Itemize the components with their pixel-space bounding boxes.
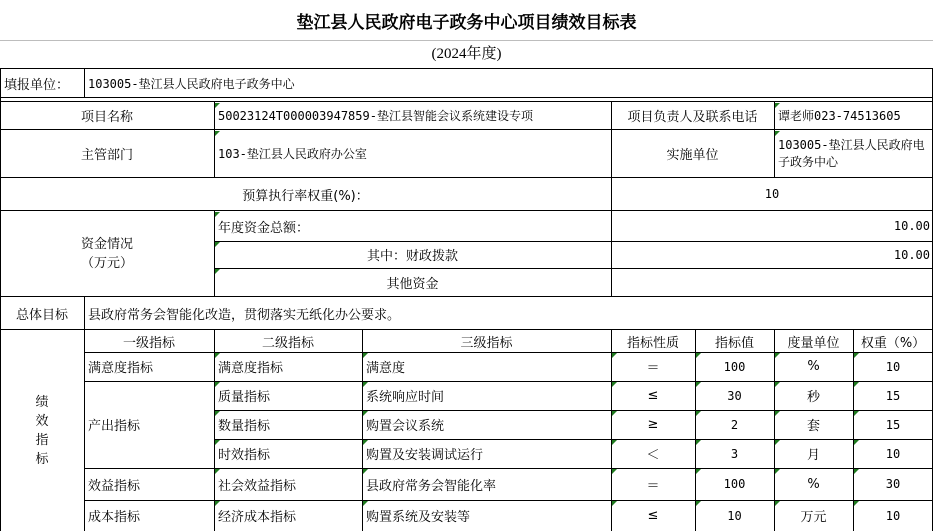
row-weight[interactable]: 10 [853, 439, 933, 468]
project-name-value[interactable]: 50023124T000003947859-垫江县智能会议系统建设专项 [214, 102, 611, 129]
row-weight[interactable]: 10 [853, 352, 933, 381]
row-l2[interactable]: 经济成本指标 [214, 500, 362, 531]
grid-line [0, 210, 933, 211]
dept-label: 主管部门 [80, 148, 133, 163]
grid-line [0, 68, 933, 69]
row-weight[interactable]: 10 [853, 500, 933, 531]
project-name-label: 项目名称 [80, 110, 133, 125]
row-nature[interactable]: ≥ [611, 410, 695, 439]
funds-label-line1: 资金情况 [80, 236, 133, 252]
row-l2[interactable]: 满意度指标 [214, 352, 362, 381]
goal-value[interactable]: 县政府常务会智能化改造，贯彻落实无纸化办公要求。 [88, 307, 401, 323]
row-unit[interactable]: % [774, 352, 853, 381]
grid-line [0, 177, 933, 178]
header-level3: 三级指标 [460, 335, 513, 351]
row-unit[interactable]: 万元 [774, 500, 853, 531]
grid-line [611, 101, 612, 297]
row-unit[interactable]: 秒 [774, 381, 853, 410]
perf-char: 绩 [35, 394, 49, 410]
funds-label [0, 211, 214, 296]
grid-line [611, 329, 612, 531]
row-unit[interactable]: 月 [774, 439, 853, 468]
row-nature[interactable]: ＜ [611, 439, 695, 468]
row-l3[interactable]: 购置及安装调试运行 [362, 439, 611, 468]
row-nature[interactable]: ≤ [611, 500, 695, 531]
row-l3[interactable]: 购置系统及安装等 [362, 500, 611, 531]
contact-label: 项目负责人及联系电话 [627, 110, 758, 125]
grid-line [0, 129, 933, 130]
level1-output: 产出指标 [88, 419, 141, 434]
header-weight: 权重（%） [860, 335, 926, 351]
row-nature[interactable]: ≤ [611, 381, 695, 410]
grid-line [0, 97, 933, 98]
grid-line [214, 439, 933, 440]
row-l2[interactable]: 质量指标 [214, 381, 362, 410]
row-weight[interactable]: 30 [853, 468, 933, 500]
perf-char: 效 [35, 413, 49, 429]
grid-line [84, 352, 933, 353]
row-l3[interactable]: 系统响应时间 [362, 381, 611, 410]
funds-fiscal-value[interactable]: 10.00 [893, 247, 930, 262]
header-nature: 指标性质 [626, 335, 679, 351]
header-level2: 二级指标 [261, 335, 314, 351]
row-l3[interactable]: 满意度 [362, 352, 611, 381]
grid-line [362, 329, 363, 531]
row-l3[interactable]: 购置会议系统 [362, 410, 611, 439]
row-value[interactable]: 10 [695, 500, 774, 531]
budget-weight-value[interactable]: 10 [764, 187, 780, 201]
row-l3[interactable]: 县政府常务会智能化率 [362, 468, 611, 500]
header-unit: 度量单位 [787, 335, 840, 351]
grid-line [84, 381, 933, 382]
level1-benefit: 效益指标 [88, 478, 141, 494]
perf-char: 标 [35, 451, 49, 467]
funds-label-line2: （万元） [80, 255, 133, 271]
unit-value[interactable]: 103005-垫江县人民政府电子政务中心 [88, 76, 295, 91]
grid-line [84, 68, 85, 97]
row-unit[interactable]: 套 [774, 410, 853, 439]
page-title: 垫江县人民政府电子政务中心项目绩效目标表 [0, 0, 933, 41]
row-weight[interactable]: 15 [853, 410, 933, 439]
budget-weight-label: 预算执行率权重(%)： [242, 188, 369, 204]
row-l2[interactable]: 社会效益指标 [214, 468, 362, 500]
grid-line [0, 101, 933, 102]
funds-total-label: 年度资金总额： [214, 211, 611, 241]
grid-line [0, 296, 933, 297]
grid-line [695, 329, 696, 531]
grid-line [214, 210, 215, 296]
grid-line [84, 500, 933, 501]
grid-line [0, 329, 933, 330]
row-nature[interactable]: ＝ [611, 352, 695, 381]
grid-line [214, 101, 215, 177]
year-label: (2024年度) [431, 46, 502, 62]
row-value[interactable]: 100 [695, 468, 774, 500]
grid-line [84, 468, 933, 469]
row-value[interactable]: 30 [695, 381, 774, 410]
grid-line [84, 296, 85, 531]
goal-label: 总体目标 [15, 307, 68, 323]
row-unit[interactable]: % [774, 468, 853, 500]
impl-value[interactable]: 103005-垫江县人民政府电子政务中心 [774, 130, 933, 177]
dept-value[interactable]: 103-垫江县人民政府办公室 [214, 130, 611, 177]
funds-fiscal-label: 其中：财政拨款 [214, 241, 611, 268]
grid-line [774, 329, 775, 531]
perf-label [0, 330, 84, 531]
header-level1: 一级指标 [122, 335, 175, 351]
grid-line [214, 329, 215, 531]
grid-line [774, 101, 775, 177]
row-l2[interactable]: 时效指标 [214, 439, 362, 468]
impl-label: 实施单位 [666, 148, 719, 163]
row-nature[interactable]: ＝ [611, 468, 695, 500]
grid-line [214, 268, 933, 269]
level1-satisfaction: 满意度指标 [88, 361, 154, 376]
contact-value[interactable]: 谭老师023-74513605 [774, 102, 933, 129]
grid-line [0, 68, 1, 531]
funds-other-value[interactable] [611, 268, 933, 296]
grid-line [214, 241, 933, 242]
grid-line [853, 329, 854, 531]
funds-other-label: 其他资金 [214, 268, 611, 296]
perf-char: 指 [35, 432, 49, 448]
level1-cost: 成本指标 [88, 510, 141, 525]
header-value: 指标值 [714, 335, 754, 351]
row-value[interactable]: 3 [695, 439, 774, 468]
row-value[interactable]: 100 [695, 352, 774, 381]
unit-label: 填报单位： [4, 77, 70, 93]
funds-total-value[interactable]: 10.00 [893, 219, 930, 233]
row-l2[interactable]: 数量指标 [214, 410, 362, 439]
row-value[interactable]: 2 [695, 410, 774, 439]
grid-line [214, 410, 933, 411]
row-weight[interactable]: 15 [853, 381, 933, 410]
